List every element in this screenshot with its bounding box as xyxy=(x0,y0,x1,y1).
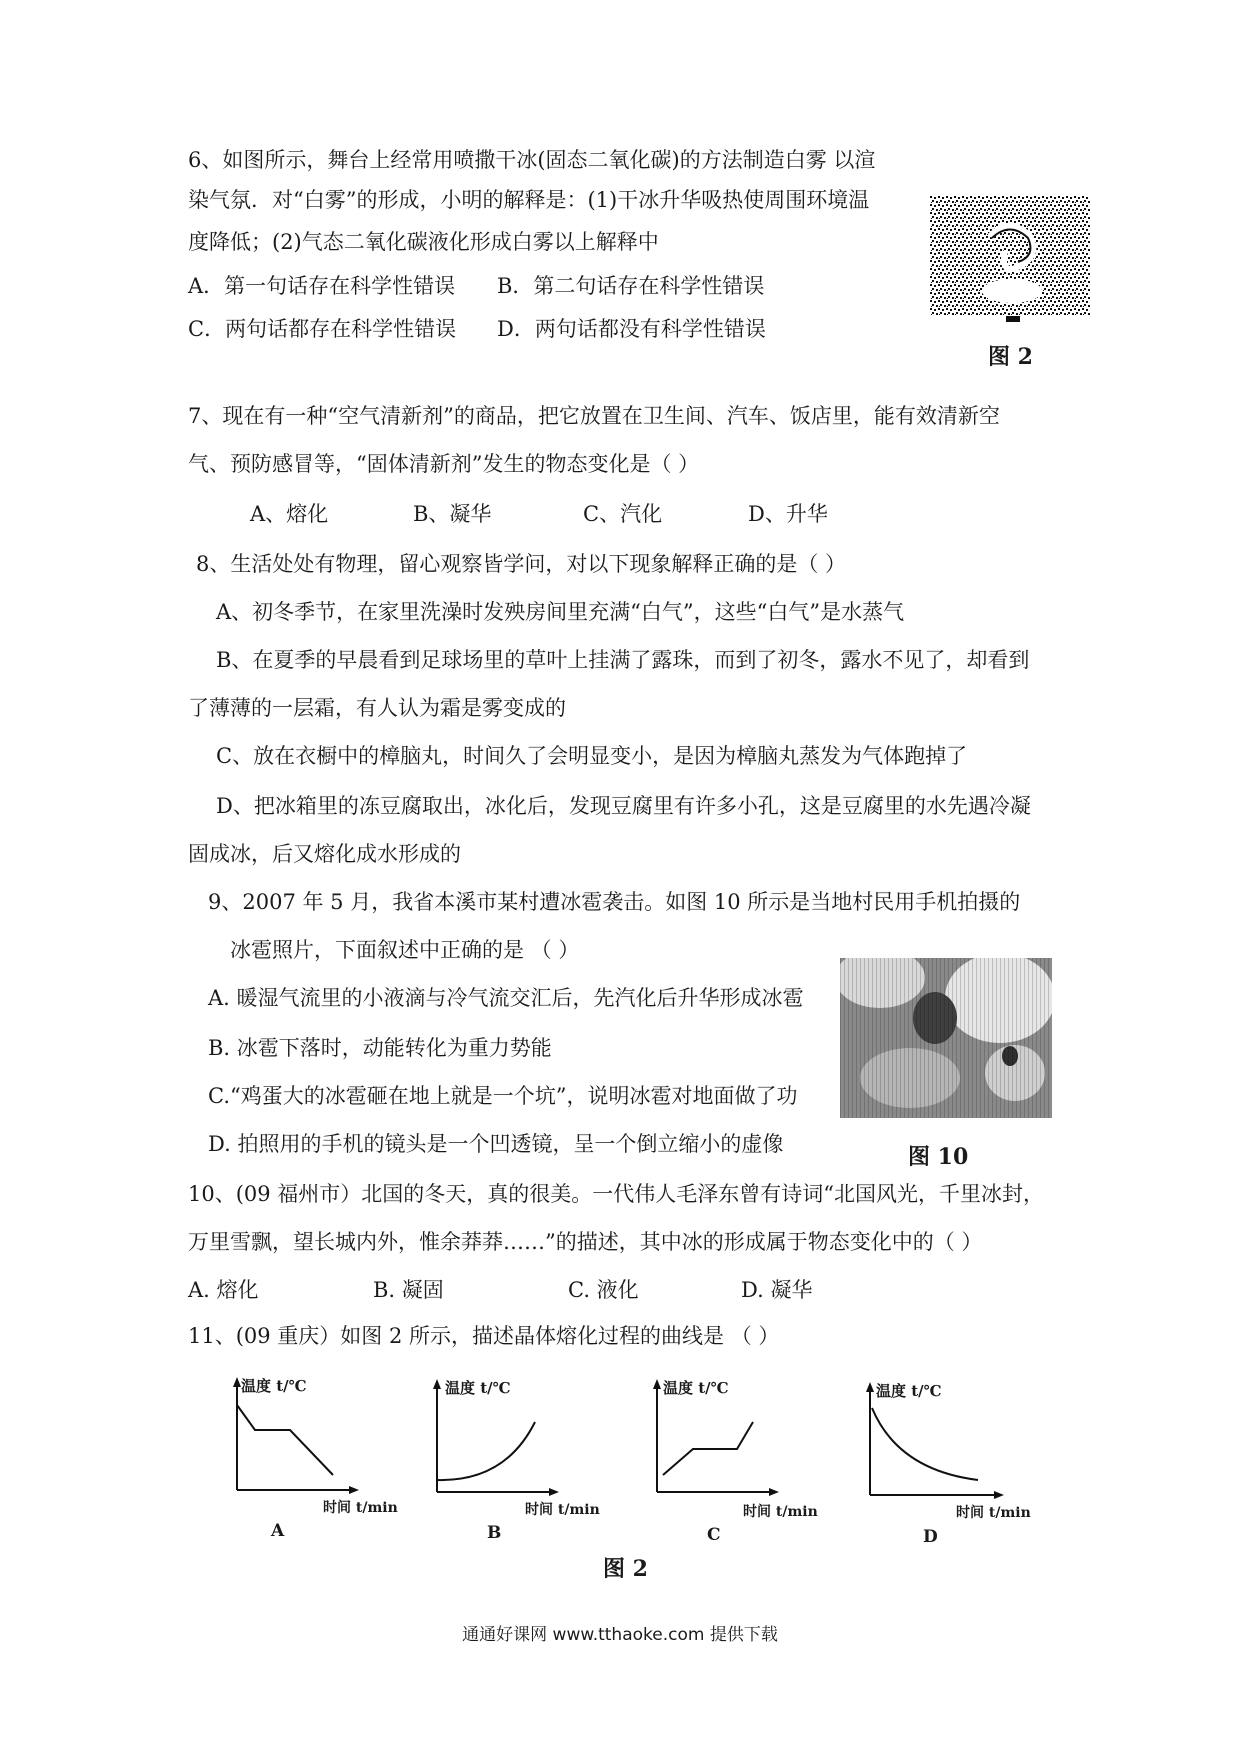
q8-option-b-line1: B、在夏季的早晨看到足球场里的草叶上挂满了露珠，而到了初冬，露水不见了，却看到 xyxy=(216,648,1030,672)
q6-option-c: C．两句话都存在科学性错误 xyxy=(188,317,457,341)
q9-figure-caption: 图 10 xyxy=(908,1144,969,1170)
q8-option-a: A、初冬季节，在家里洗澡时发殃房间里充满“白气”，这些“白气”是水蒸气 xyxy=(216,600,905,624)
q7-option-c: C、汽化 xyxy=(583,502,663,526)
q6-option-b: B．第二句话存在科学性错误 xyxy=(497,274,765,298)
graph-b-letter: B xyxy=(487,1523,502,1543)
q6-line1: 6、如图所示，舞台上经常用喷撒干冰(固态二氧化碳)的方法制造白雾 以渲 xyxy=(188,148,876,172)
graph-a-xlabel: 时间 t/min xyxy=(323,1500,398,1516)
hailstone-photo xyxy=(840,958,1052,1118)
q11-line1: 11、(09 重庆）如图 2 所示，描述晶体熔化过程的曲线是 （ ） xyxy=(188,1324,780,1348)
q8-option-d-line1: D、把冰箱里的冻豆腐取出，冰化后，发现豆腐里有许多小孔，这是豆腐里的水先遇冷凝 xyxy=(216,794,1031,818)
graph-a-ylabel: 温度 t/℃ xyxy=(241,1377,307,1395)
q7-option-d: D、升华 xyxy=(748,502,828,526)
q9-option-b: B. 冰雹下落时，动能转化为重力势能 xyxy=(208,1036,552,1060)
q9-line2: 冰雹照片，下面叙述中正确的是 （ ） xyxy=(230,938,580,962)
q6-line3: 度降低；(2)气态二氧化碳液化形成白雾以上解释中 xyxy=(188,230,659,254)
graph-a-letter: A xyxy=(271,1521,285,1541)
graph-c-xlabel: 时间 t/min xyxy=(743,1504,818,1520)
graph-c-letter: C xyxy=(707,1525,721,1545)
graph-d-xlabel: 时间 t/min xyxy=(956,1505,1031,1521)
q6-figure-caption: 图 2 xyxy=(988,344,1033,370)
q10-line1: 10、(09 福州市）北国的冬天，真的很美。一代伟人毛泽东曾有诗词“北国风光，千里冰封， xyxy=(188,1182,1045,1206)
stage-fog-photo xyxy=(930,196,1090,334)
q7-option-a: A、熔化 xyxy=(250,502,329,526)
q10-option-c: C. 液化 xyxy=(568,1278,639,1302)
q9-option-d: D. 拍照用的手机的镜头是一个凹透镜，呈一个倒立缩小的虚像 xyxy=(208,1132,784,1156)
q10-line2: 万里雪飘，望长城内外，惟余莽莽……”的描述，其中冰的形成属于物态变化中的（ ） xyxy=(188,1230,983,1254)
q8-line1: 8、生活处处有物理，留心观察皆学问，对以下现象解释正确的是（ ） xyxy=(196,552,847,576)
q7-line1: 7、现在有一种“空气清新剂”的商品，把它放置在卫生间、汽车、饭店里，能有效清新空 xyxy=(188,404,1000,428)
graph-b-xlabel: 时间 t/min xyxy=(525,1502,600,1518)
q11-figure-caption: 图 2 xyxy=(603,1556,648,1582)
q10-option-b: B. 凝固 xyxy=(373,1278,444,1302)
q6-line2: 染气氛．对“白雾”的形成，小明的解释是：(1)干冰升华吸热使周围环境温 xyxy=(188,188,870,212)
q7-line2: 气、预防感冒等，“固体清新剂”发生的物态变化是（ ） xyxy=(188,452,700,476)
graph-c-ylabel: 温度 t/℃ xyxy=(663,1379,729,1397)
q7-option-b: B、凝华 xyxy=(413,502,492,526)
graph-d-letter: D xyxy=(923,1527,938,1547)
graph-c xyxy=(645,1377,835,1552)
q8-option-c: C、放在衣橱中的樟脑丸，时间久了会明显变小，是因为樟脑丸蒸发为气体跑掉了 xyxy=(216,744,968,768)
graph-b xyxy=(425,1377,615,1552)
q9-option-a: A. 暖湿气流里的小液滴与冷气流交汇后，先汽化后升华形成冰雹 xyxy=(208,986,804,1010)
q10-option-d: D. 凝华 xyxy=(741,1278,813,1302)
q6-option-d: D．两句话都没有科学性错误 xyxy=(497,317,766,341)
graph-a xyxy=(225,1375,415,1550)
q8-option-d-line2: 固成冰，后又熔化成水形成的 xyxy=(188,842,461,866)
q10-option-a: A. 熔化 xyxy=(188,1278,259,1302)
q8-option-b-line2: 了薄薄的一层霜，有人认为霜是雾变成的 xyxy=(188,696,566,720)
graph-d xyxy=(858,1380,1048,1555)
page-footer: 通通好课网 www.tthaoke.com 提供下载 xyxy=(462,1625,778,1645)
q9-line1: 9、2007 年 5 月，我省本溪市某村遭冰雹袭击。如图 10 所示是当地村民用手机拍摄的 xyxy=(208,890,1021,914)
q6-option-a: A．第一句话存在科学性错误 xyxy=(188,274,456,298)
q9-option-c: C.“鸡蛋大的冰雹砸在地上就是一个坑”，说明冰雹对地面做了功 xyxy=(208,1084,798,1108)
graph-b-ylabel: 温度 t/℃ xyxy=(445,1379,511,1397)
graph-d-ylabel: 温度 t/℃ xyxy=(876,1382,942,1400)
